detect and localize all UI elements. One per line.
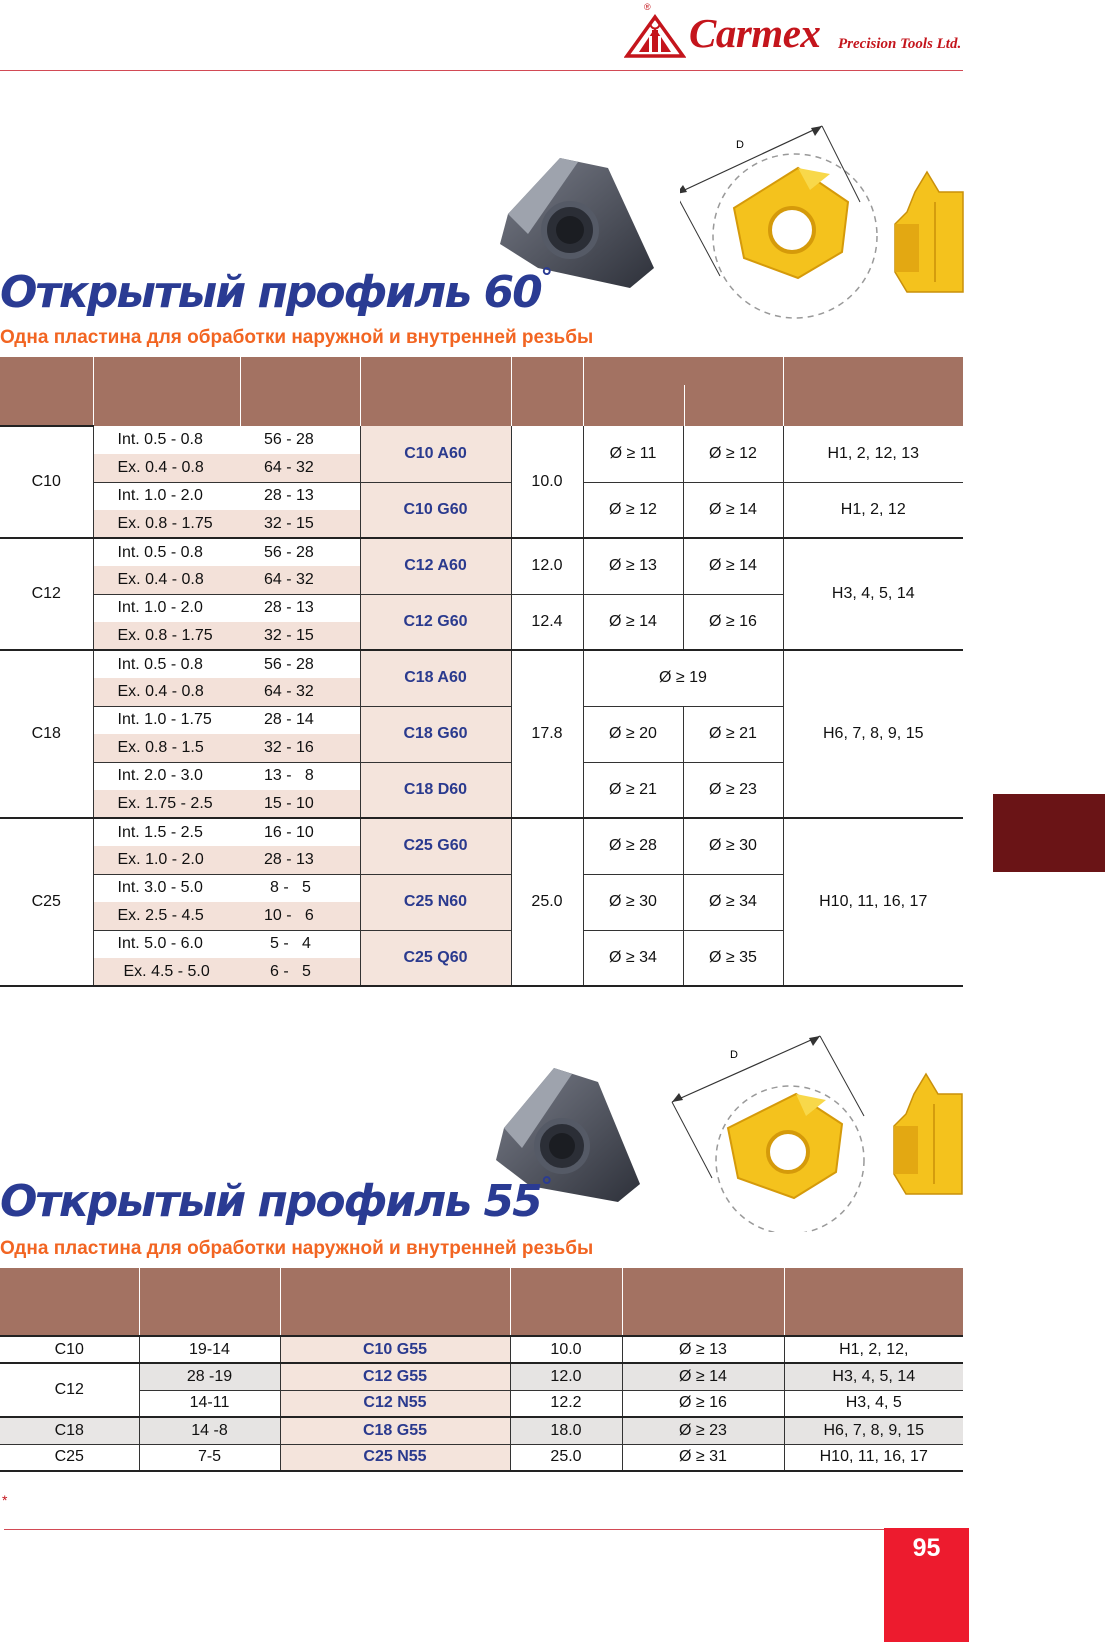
table-row: Ex. 0.8 - 1.75 32 - 15 bbox=[0, 510, 963, 538]
insert-code: C18 G55 bbox=[280, 1417, 510, 1444]
table-row: C18 14 -8 C18 G55 18.0 Ø ≥ 23 H6, 7, 8, 9, 15 bbox=[0, 1417, 963, 1444]
table-row: Ex. 1.75 - 2.5 15 - 10 bbox=[0, 790, 963, 818]
brand-subtitle: Precision Tools Ltd. bbox=[838, 36, 962, 52]
section-side-tab bbox=[993, 794, 1105, 872]
table-row: C12 Int. 0.5 - 0.8 56 - 28 C12 A60 12.0 Ø ≥ 13 Ø ≥ 14 H3, 4, 5, 14 bbox=[0, 538, 963, 566]
table-row: Ex. 0.4 - 0.8 64 - 32 bbox=[0, 566, 963, 594]
diagram-60-d-label: D bbox=[736, 139, 744, 151]
insert-code: C10 G60 bbox=[360, 482, 511, 538]
insert-code: C10 G55 bbox=[280, 1336, 510, 1363]
insert-code: C25 G60 bbox=[360, 818, 511, 874]
table-row: Int. 1.0 - 2.0 28 - 13 C12 G60 12.4 Ø ≥ 14 Ø ≥ 16 bbox=[0, 594, 963, 622]
insert-diagram-60-icon bbox=[680, 112, 965, 322]
insert-diagram-55-icon bbox=[668, 1022, 965, 1232]
insert-code: C18 A60 bbox=[360, 650, 511, 706]
table-row: C10 19-14 C10 G55 10.0 Ø ≥ 13 H1, 2, 12, bbox=[0, 1336, 963, 1363]
table-55-header bbox=[0, 1268, 963, 1336]
table-row: Int. 3.0 - 5.0 8 - 5 C25 N60 Ø ≥ 30 Ø ≥ 34 bbox=[0, 874, 963, 902]
size-cell: C10 bbox=[0, 426, 93, 538]
table-row: 14-11 C12 N55 12.2 Ø ≥ 16 H3, 4, 5 bbox=[0, 1390, 963, 1417]
insert-code: C12 N55 bbox=[280, 1390, 510, 1417]
header-rule bbox=[0, 70, 963, 71]
table-row: Int. 2.0 - 3.0 13 - 8 C18 D60 Ø ≥ 21 Ø ≥ 23 bbox=[0, 762, 963, 790]
insert-code: C12 G55 bbox=[280, 1363, 510, 1390]
table-row: Ex. 4.5 - 5.0 6 - 5 bbox=[0, 958, 963, 986]
insert-code: C18 D60 bbox=[360, 762, 511, 818]
table-60 bbox=[0, 357, 963, 987]
footer-rule bbox=[4, 1529, 884, 1530]
carmex-logo-icon bbox=[624, 14, 686, 58]
page-number: 95 bbox=[884, 1528, 969, 1642]
section-55-title: Открытый профиль 55° bbox=[0, 1172, 553, 1227]
table-row: Ex. 0.8 - 1.75 32 - 15 bbox=[0, 622, 963, 650]
table-row: C12 28 -19 C12 G55 12.0 Ø ≥ 14 H3, 4, 5, 14 bbox=[0, 1363, 963, 1390]
size-cell: C18 bbox=[0, 650, 93, 818]
registered-mark: ® bbox=[644, 2, 651, 12]
table-row: C25 Int. 1.5 - 2.5 16 - 10 C25 G60 25.0 Ø ≥ 28 Ø ≥ 30 H10, 11, 16, 17 bbox=[0, 818, 963, 846]
insert-code: C18 G60 bbox=[360, 706, 511, 762]
table-55 bbox=[0, 1268, 963, 1472]
table-row: Ex. 0.8 - 1.5 32 - 16 bbox=[0, 734, 963, 762]
table-row: C10 Int. 0.5 - 0.8 56 - 28 C10 A60 10.0 Ø ≥ 11 Ø ≥ 12 H1, 2, 12, 13 bbox=[0, 426, 963, 454]
table-row: Ex. 0.4 - 0.8 64 - 32 bbox=[0, 678, 963, 706]
diagram-55-d-label: D bbox=[730, 1049, 738, 1061]
insert-code: C25 Q60 bbox=[360, 930, 511, 986]
table-row: Ex. 1.0 - 2.0 28 - 13 bbox=[0, 846, 963, 874]
table-row: Ex. 2.5 - 4.5 10 - 6 bbox=[0, 902, 963, 930]
table-row: C25 7-5 C25 N55 25.0 Ø ≥ 31 H10, 11, 16, 17 bbox=[0, 1444, 963, 1471]
table-row: Ex. 0.4 - 0.8 64 - 32 bbox=[0, 454, 963, 482]
section-60-subtitle: Одна пластина для обработки наружной и внутренней резьбы bbox=[0, 327, 594, 348]
size-cell: C12 bbox=[0, 538, 93, 650]
insert-code: C12 G60 bbox=[360, 594, 511, 650]
insert-code: C10 A60 bbox=[360, 426, 511, 482]
section-55-subtitle: Одна пластина для обработки наружной и внутренней резьбы bbox=[0, 1238, 594, 1259]
table-60-header bbox=[0, 357, 963, 426]
section-60-title: Открытый профиль 60° bbox=[0, 263, 553, 318]
size-cell: C25 bbox=[0, 818, 93, 986]
table-row: Int. 5.0 - 6.0 5 - 4 C25 Q60 Ø ≥ 34 Ø ≥ 35 bbox=[0, 930, 963, 958]
insert-code: C25 N55 bbox=[280, 1444, 510, 1471]
table-row: Int. 1.0 - 2.0 28 - 13 C10 G60 Ø ≥ 12 Ø ≥ 14 H1, 2, 12 bbox=[0, 482, 963, 510]
insert-code: C12 A60 bbox=[360, 538, 511, 594]
insert-code: C25 N60 bbox=[360, 874, 511, 930]
brand-name: Carmex bbox=[689, 10, 821, 56]
table-row: Int. 1.0 - 1.75 28 - 14 C18 G60 Ø ≥ 20 Ø ≥ 21 bbox=[0, 706, 963, 734]
table-row: C18 Int. 0.5 - 0.8 56 - 28 C18 A60 17.8 Ø ≥ 19 H6, 7, 8, 9, 15 bbox=[0, 650, 963, 678]
footnote-marker: * bbox=[2, 1492, 8, 1508]
